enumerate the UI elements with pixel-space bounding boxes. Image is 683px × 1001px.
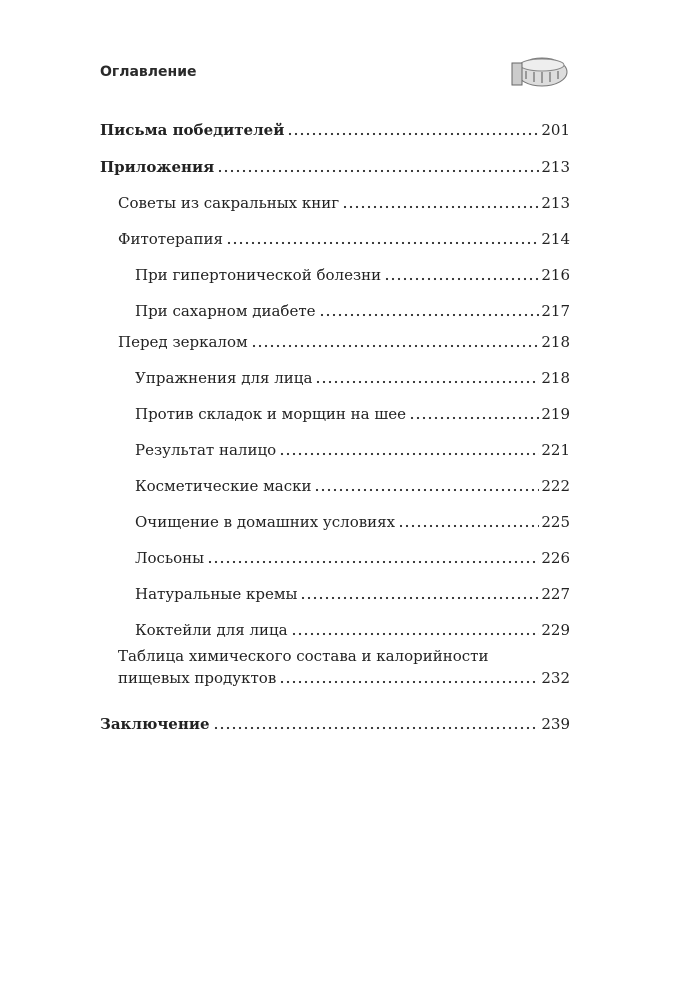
toc-entry[interactable] — [100, 714, 570, 734]
toc-entry[interactable] — [118, 668, 570, 688]
toc-entry-title: Очищение в домашних условиях — [135, 513, 396, 531]
toc-entry-title: Приложения — [100, 158, 215, 176]
toc-entry[interactable] — [100, 120, 570, 140]
toc-entry-page: 225 — [541, 513, 570, 531]
dot-leader — [291, 632, 540, 636]
toc-entry-title: Результат налицо — [135, 441, 277, 459]
toc-entry-page: 229 — [541, 621, 570, 639]
toc-entry-title: При сахарном диабете — [135, 302, 316, 320]
dot-leader — [213, 726, 540, 730]
toc-entry-title: Натуральные кремы — [135, 585, 298, 603]
toc-entry-title: Советы из сакральных книг — [118, 194, 340, 212]
toc-entry[interactable] — [135, 476, 570, 496]
toc-entry-title: Коктейли для лица — [135, 621, 288, 639]
toc-entry[interactable] — [118, 229, 570, 249]
toc-entry[interactable] — [135, 404, 570, 424]
toc-entry-page: 227 — [541, 585, 570, 603]
toc-entry[interactable] — [135, 368, 570, 388]
toc-entry-page: 213 — [541, 194, 570, 212]
toc-entry-page: 239 — [541, 715, 570, 733]
toc-entry[interactable] — [118, 193, 570, 213]
toc-entry-page: 213 — [541, 158, 570, 176]
toc-entry-page: 214 — [541, 230, 570, 248]
toc-entry-title: Косметические маски — [135, 477, 312, 495]
toc-entry-title: Письма победителей — [100, 121, 285, 139]
dot-leader — [207, 560, 539, 564]
toc-entry[interactable] — [100, 157, 570, 177]
dot-leader — [319, 313, 540, 317]
dot-leader — [226, 241, 539, 245]
toc-entry-page: 217 — [541, 302, 570, 320]
dot-leader — [384, 277, 539, 281]
toc-entry-title: пищевых продуктов — [118, 669, 277, 687]
toc-entry-title-line1: Таблица химического состава и калорийности — [118, 647, 489, 665]
dot-leader — [279, 452, 539, 456]
dot-leader — [287, 132, 539, 136]
dot-leader — [279, 680, 539, 684]
toc-entry-page: 226 — [541, 549, 570, 567]
toc-entry[interactable] — [135, 512, 570, 532]
toc-entry-title: Заключение — [100, 715, 210, 733]
toc-entry-page: 218 — [541, 369, 570, 387]
toc-entry[interactable] — [135, 301, 570, 321]
dot-leader — [342, 205, 539, 209]
toc-entry-page: 221 — [541, 441, 570, 459]
dot-leader — [409, 416, 539, 420]
toc-entry-title: Лосьоны — [135, 549, 205, 567]
toc-entry[interactable] — [135, 584, 570, 604]
toc-entry[interactable] — [135, 548, 570, 568]
toc-entry-title: Фитотерапия — [118, 230, 223, 248]
toc-entry-title: Перед зеркалом — [118, 333, 248, 351]
section-title: Оглавление — [100, 64, 197, 80]
dot-leader — [314, 488, 539, 492]
measuring-tape-icon — [510, 55, 568, 89]
dot-leader — [251, 344, 540, 348]
toc-entry-page: 219 — [541, 405, 570, 423]
dot-leader — [217, 169, 539, 173]
dot-leader — [398, 524, 539, 528]
toc-entry-page: 216 — [541, 266, 570, 284]
toc-entry-title: Упражнения для лица — [135, 369, 313, 387]
toc-entry-page: 218 — [541, 333, 570, 351]
toc-entry[interactable] — [135, 440, 570, 460]
toc-entry-title: Против складок и морщин на шее — [135, 405, 407, 423]
toc-entry-page: 201 — [541, 121, 570, 139]
toc-entry-page: 232 — [541, 669, 570, 687]
dot-leader — [315, 380, 539, 384]
toc-entry[interactable] — [118, 332, 570, 352]
toc-entry[interactable] — [135, 620, 570, 640]
dot-leader — [300, 596, 539, 600]
toc-entry-page: 222 — [541, 477, 570, 495]
toc-entry-title: При гипертонической болезни — [135, 266, 382, 284]
toc-entry[interactable] — [135, 265, 570, 285]
